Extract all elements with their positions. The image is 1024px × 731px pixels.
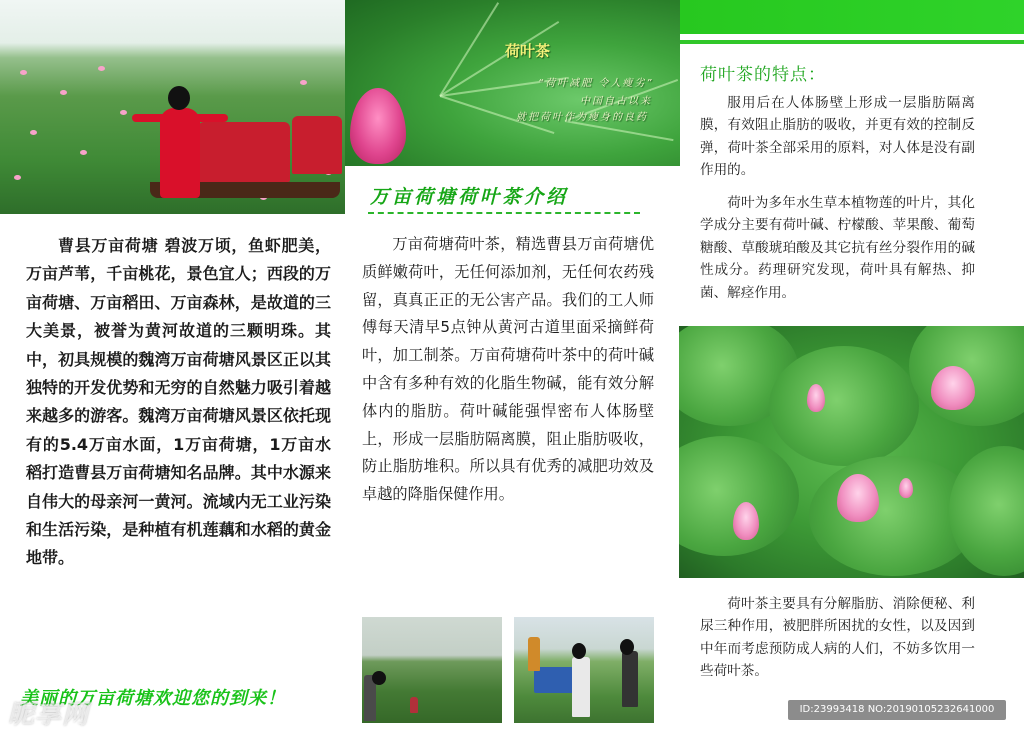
header-green-band: [680, 0, 1024, 34]
features-paragraph-1: 服用后在人体肠壁上形成一层脂肪隔离膜，有效阻止脂肪的吸收，并更有效的控制反弹，荷叶茶全部采用的原料，对人体是没有副作用的。: [700, 95, 975, 179]
photo-note-2: 中国自古以来: [580, 96, 652, 107]
watermark-id-badge: ID:23993418 NO:20190105232641000: [788, 700, 1006, 720]
watermark-logo: 昵享网: [8, 700, 90, 730]
features-paragraph-3: 荷叶茶主要具有分解脂肪、消除便秘、利尿三种作用，被肥胖所困扰的女性，以及因到中年而考虑预防成人病的人们，不妨多饮用一些荷叶茶。: [700, 596, 975, 680]
photo-note-3: 就把荷叶作为瘦身的良药: [516, 112, 648, 123]
header-green-rule: [680, 40, 1024, 44]
photo-note-1: “荷叶减肥 令人瘦劣”: [538, 78, 654, 89]
welcome-slogan: 美丽的万亩荷塘欢迎您的到来！: [20, 688, 286, 709]
tea-intro-heading: 万亩荷塘荷叶茶介绍: [370, 186, 569, 208]
features-paragraph-2: 荷叶为多年水生草本植物莲的叶片，其化学成分主要有荷叶碱、柠檬酸、苹果酸、葡萄糖酸、草酸琥珀酸及其它抗有丝分裂作用的碱性成分。药理研究发现，荷叶具有解热、抑菌、解痉作用。: [700, 195, 975, 301]
heading-divider: [368, 212, 640, 214]
pond-intro-text: 曹县万亩荷塘 碧波万顷，鱼虾肥美，万亩芦苇，千亩桃花，景色宜人；西段的万亩荷塘、万亩稻田、万亩森林，是故道的三大美景，被誉为黄河故道的三颗明珠。其中，初具规模的魏湾万亩荷塘风景区正以其独特的开发优势和无穷的自然魅力吸引着越来越多的游客。魏湾万亩荷塘风景区依托现有的5.4万亩水面，1万亩荷塘，1万亩水稻打造曹县万亩荷塘知名品牌。其中水源来自伟大的母亲河一黄河。流域内无工业污染和生活污染，是种植有机莲藕和水稻的黄金地带。: [26, 236, 331, 568]
lotus-pond-photo: [0, 0, 345, 214]
tea-intro-text: 万亩荷塘荷叶茶，精选曹县万亩荷塘优质鲜嫩荷叶，无任何添加剂，无任何农药残留，真真正正的无公害产品。我们的工人师傅每天清早5点钟从黄河古道里面采摘鲜荷叶，加工制茶。万亩荷塘荷叶茶中的荷叶碱中含有多种有效的化脂生物碱，能有效分解体内的脂肪。荷叶碱能强悍密布人体肠壁上，形成一层脂肪隔离膜，阻止脂肪吸收，防止脂肪堆积。所以具有优秀的减肥功效及卓越的降脂保健作用。: [362, 235, 654, 504]
pond-field-photo: [362, 617, 502, 723]
photo-title: 荷叶茶: [505, 42, 551, 60]
harvest-photo: [514, 617, 654, 723]
tea-features-heading: 荷叶茶的特点：: [700, 65, 826, 85]
lotus-flowers-photo: [679, 326, 1024, 578]
